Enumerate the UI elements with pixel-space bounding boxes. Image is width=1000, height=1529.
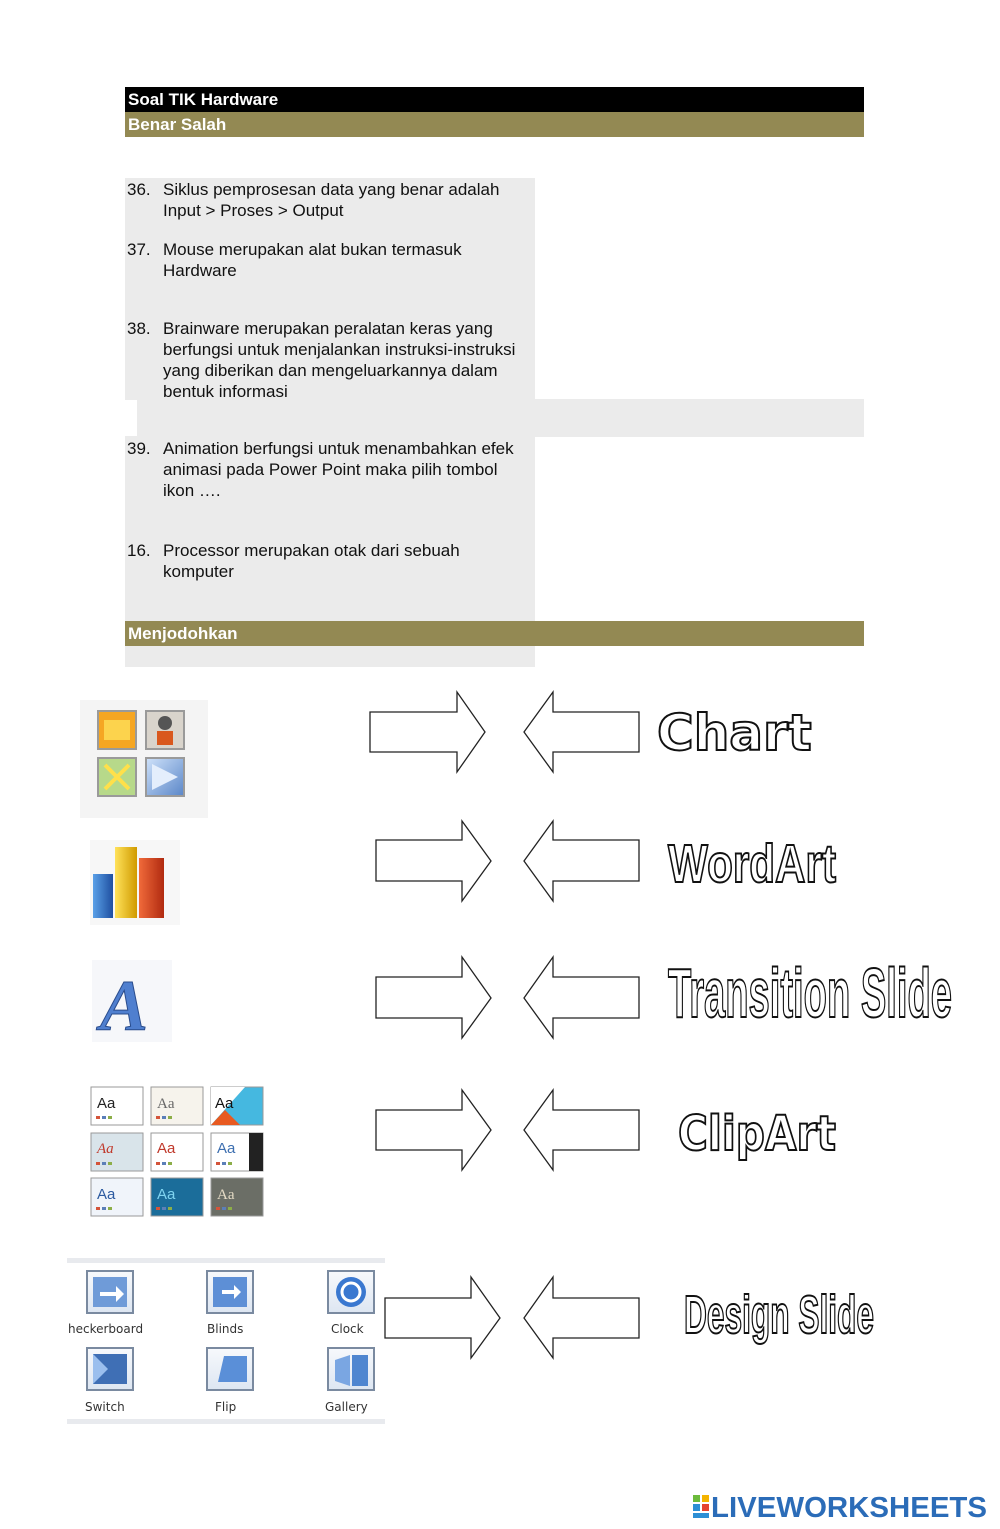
transition-label: Gallery xyxy=(325,1400,368,1414)
left-arrow[interactable] xyxy=(524,821,639,901)
question-text: Animation berfungsi untuk menambahkan efek animasi pada Power Point maka pilih tombol ikon …. xyxy=(163,439,514,500)
question-text: Brainware merupakan peralatan keras yang berfungsi untuk menjalankan instruksi-instruksi yang diberikan dan mengeluarkannya dalam bentuk informasi xyxy=(163,319,516,401)
theme-sample-text: Aa xyxy=(97,1186,116,1203)
right-arrow[interactable] xyxy=(370,692,485,772)
page-title: Soal TIK Hardware xyxy=(125,87,864,112)
question-number: 38. xyxy=(127,319,151,338)
question-number: 16. xyxy=(127,541,151,560)
transition-label: heckerboard xyxy=(68,1322,144,1336)
right-arrow[interactable] xyxy=(376,821,491,901)
theme-sample-text: Aa xyxy=(215,1095,234,1112)
right-arrow[interactable] xyxy=(385,1277,500,1358)
transition-blinds-icon[interactable] xyxy=(207,1271,253,1313)
left-arrow[interactable] xyxy=(524,692,639,772)
question-number: 39. xyxy=(127,439,151,458)
theme-sample-text: Aa xyxy=(97,1095,116,1112)
wordart-icon[interactable] xyxy=(92,960,172,1046)
transition-clock-icon[interactable] xyxy=(328,1271,374,1313)
theme-sample-text: Aa xyxy=(217,1140,236,1157)
theme-sample-text: Aa xyxy=(217,1187,235,1203)
left-arrow[interactable] xyxy=(524,957,639,1038)
svg-text:A: A xyxy=(100,966,149,1046)
theme-sample-text: Aa xyxy=(157,1096,175,1112)
theme-sample-text: Aa xyxy=(157,1140,176,1157)
answer-transition-slide[interactable] xyxy=(668,954,952,1032)
section-true-false-header: Benar Salah xyxy=(125,112,864,137)
answer-chart[interactable] xyxy=(657,704,812,762)
question-text: Processor merupakan otak dari sebuah komputer xyxy=(163,541,460,581)
question-text: Siklus pemprosesan data yang benar adalah Input > Proses > Output xyxy=(163,180,500,220)
question-text: Mouse merupakan alat bukan termasuk Hardware xyxy=(163,240,462,280)
transition-label: Switch xyxy=(85,1400,125,1414)
theme-sample-text: Aa xyxy=(157,1186,176,1203)
design-themes-icon[interactable] xyxy=(91,1087,263,1216)
clipart-icon[interactable] xyxy=(80,700,208,818)
transition-switch-icon[interactable] xyxy=(87,1348,133,1390)
brand-text: LIVEWORKSHEETS xyxy=(711,1492,987,1524)
transition-label: Flip xyxy=(215,1400,237,1414)
left-arrow[interactable] xyxy=(524,1277,639,1358)
answer-wordart[interactable] xyxy=(668,834,836,894)
transitions-icon[interactable] xyxy=(67,1258,385,1424)
question-number: 36. xyxy=(127,180,151,199)
answer-text: Chart xyxy=(657,704,812,762)
right-arrow[interactable] xyxy=(376,1090,491,1170)
section-matching-header: Menjodohkan xyxy=(125,621,864,646)
transition-label: Blinds xyxy=(207,1322,244,1336)
liveworksheets-logo xyxy=(693,1492,987,1524)
transition-flip-icon[interactable] xyxy=(207,1348,253,1390)
question-number: 37. xyxy=(127,240,151,259)
chart-icon[interactable] xyxy=(90,840,180,925)
transition-checkerboard-icon[interactable] xyxy=(87,1271,133,1313)
right-arrow[interactable] xyxy=(376,957,491,1038)
transition-label: Clock xyxy=(331,1322,364,1336)
answer-text: WordArt xyxy=(668,834,837,894)
answer-design-slide[interactable] xyxy=(684,1285,874,1345)
answer-clipart[interactable] xyxy=(678,1106,836,1162)
theme-sample-text: Aa xyxy=(97,1141,114,1157)
left-arrow[interactable] xyxy=(524,1090,639,1170)
answer-text: Transition Slide xyxy=(668,954,952,1032)
answer-text: Design Slide xyxy=(684,1285,874,1345)
transition-gallery-icon[interactable] xyxy=(328,1348,374,1390)
answer-text: ClipArt xyxy=(678,1106,836,1162)
